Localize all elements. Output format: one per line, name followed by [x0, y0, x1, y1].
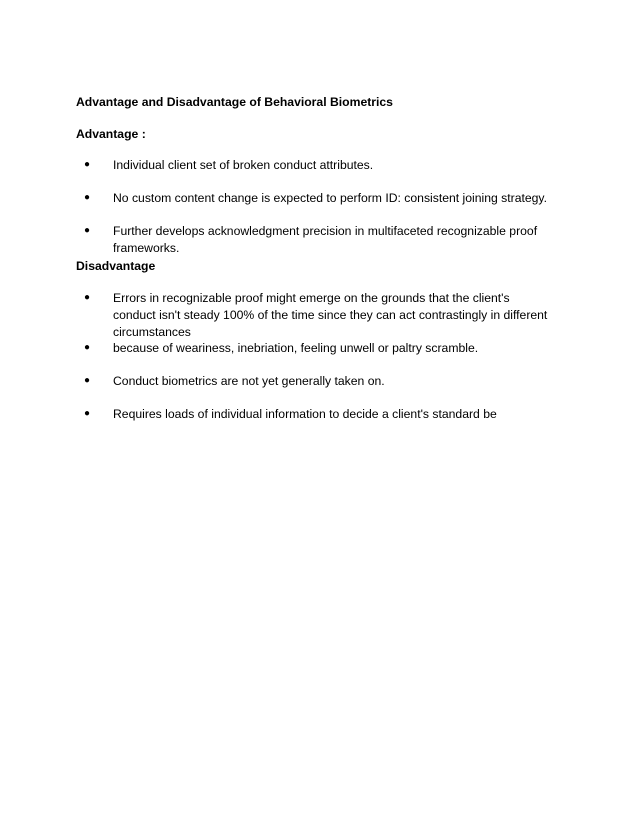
advantage-item-3: Further develops acknowledgment precision in multifaceted recognizable proof frameworks. [113, 224, 538, 255]
disadvantage-item-1: Errors in recognizable proof might emerge on the grounds that the client's conduct isn't steady 100% of the time since they can act contrastingly in different circumstances [113, 291, 548, 339]
bullet-icon: ● [84, 159, 91, 170]
advantage-item-2: No custom content change is expected to perform ID: consistent joining strategy. [113, 191, 548, 205]
disadvantage-item-4: Requires loads of individual information to decide a client's standard be [113, 407, 497, 421]
document-title: Advantage and Disadvantage of Behavioral Biometrics [76, 95, 393, 109]
bullet-icon: ● [84, 408, 91, 419]
advantage-item-1: Individual client set of broken conduct attributes. [113, 158, 374, 172]
bullet-icon: ● [84, 192, 91, 203]
bullet-icon: ● [84, 225, 91, 236]
bullet-icon: ● [84, 292, 91, 303]
disadvantage-heading: Disadvantage [76, 259, 156, 273]
bullet-icon: ● [84, 342, 91, 353]
disadvantage-item-3: Conduct biometrics are not yet generally taken on. [113, 374, 385, 388]
disadvantage-item-2: because of weariness, inebriation, feeling unwell or paltry scramble. [113, 341, 479, 355]
advantage-heading: Advantage : [76, 127, 146, 141]
bullet-icon: ● [84, 375, 91, 386]
